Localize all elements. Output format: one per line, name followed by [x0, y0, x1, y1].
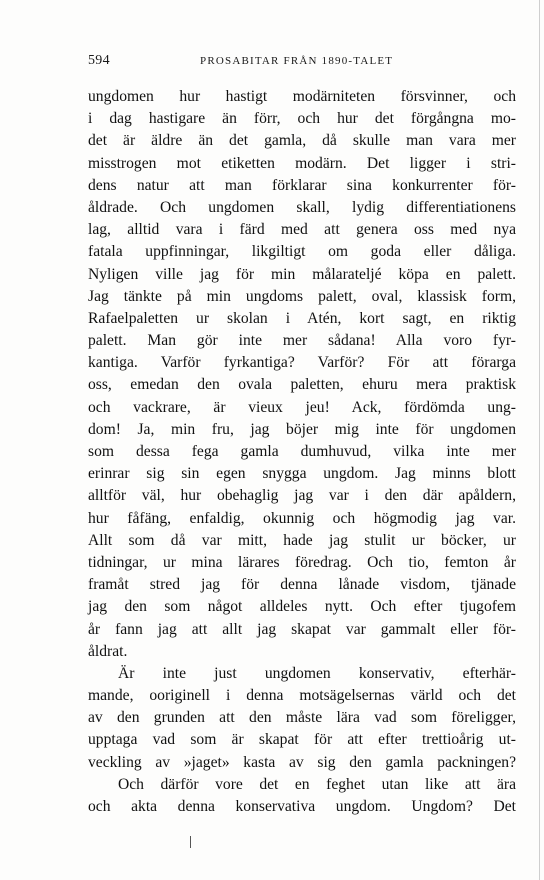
text-line: och akta denna konservativa ungdom. Ungdom? Det	[88, 798, 516, 815]
text-line: år fann jag att allt jag skapat var gammalt eller för-	[88, 620, 516, 638]
text-line: oss, emedan den ovala paletten, ehuru mera praktisk	[88, 376, 516, 394]
text-line: framåt stred jag för denna lånade visdom, tjänade	[88, 576, 516, 594]
text-line: Jag tänkte på min ungdoms palett, oval, klassisk form,	[88, 287, 516, 305]
text-line: av den grunden att den måste lära vad som föreligger,	[88, 709, 516, 727]
text-line: palett. Man gör inte mer sådana! Alla voro fyr-	[88, 332, 516, 350]
text-line: som dessa fega gamla dumhuvud, vilka inte mer	[88, 443, 516, 460]
text-line: dens natur att man förklarar sina konkurrenter för-	[88, 176, 516, 194]
text-line: upptaga vad som är skapat för att efter trettioårig ut-	[88, 731, 516, 749]
body-text	[88, 86, 516, 818]
print-mark	[190, 836, 191, 848]
text-line: och vackrare, är vieux jeu! Ack, fördömda ung-	[88, 398, 516, 416]
text-line: hur fåfäng, enfaldig, okunnig och högmodig jag var.	[88, 509, 516, 527]
text-line: kantiga. Varför fyrkantiga? Varför? För att förarga	[88, 354, 516, 372]
text-line: i dag hastigare än förr, och hur det förgångna mo-	[88, 110, 516, 128]
text-line: lag, alltid vara i färd med att genera oss med nya	[88, 221, 516, 239]
page-header	[88, 53, 516, 71]
text-line: ungdomen hur hastigt modärniteten försvinner, och	[88, 88, 516, 105]
paragraph-start-line: Och därför vore det en feghet utan like att ära	[118, 775, 516, 793]
text-line: alltför väl, hur obehaglig jag var i den där apåldern,	[88, 487, 516, 505]
text-line: veckling av »jaget» kasta av sig den gamla packningen?	[88, 753, 516, 771]
text-line: fatala uppfinningar, likgiltigt om goda eller dåliga.	[88, 243, 516, 261]
running-title: PROSABITAR FRÅN 1890-TALET	[200, 55, 394, 67]
text-line: Rafaelpaletten ur skolan i Atén, kort sagt, en riktig	[88, 309, 516, 327]
text-line: Allt som då var mitt, hade jag stulit ur böcker, ur	[88, 531, 516, 549]
text-line: misstrogen mot etiketten modärn. Det ligger i stri-	[88, 154, 516, 172]
page-number: 594	[88, 53, 110, 68]
text-line: dom! Ja, min fru, jag böjer mig inte för ungdomen	[88, 420, 516, 438]
text-line: det är äldre än det gamla, då skulle man vara mer	[88, 132, 516, 150]
text-line: tidningar, ur mina lärares föredrag. Och tio, femton år	[88, 553, 516, 571]
text-line: jag den som något alldeles nytt. Och efter tjugofem	[88, 598, 516, 616]
text-line: erinrar sig sin egen snygga ungdom. Jag minns blott	[88, 465, 516, 483]
text-line: mande, ooriginell i denna motsägelsernas värld och det	[88, 687, 516, 705]
text-line: Nyligen ville jag för min målarateljé köpa en palett.	[88, 265, 516, 283]
page-edge	[539, 0, 540, 880]
paragraph-end-line: åldrat.	[88, 642, 128, 660]
paragraph-start-line: Är inte just ungdomen konservativ, efterhär-	[118, 664, 516, 682]
text-line: åldrade. Och ungdomen skall, lydig differentiationens	[88, 198, 516, 216]
